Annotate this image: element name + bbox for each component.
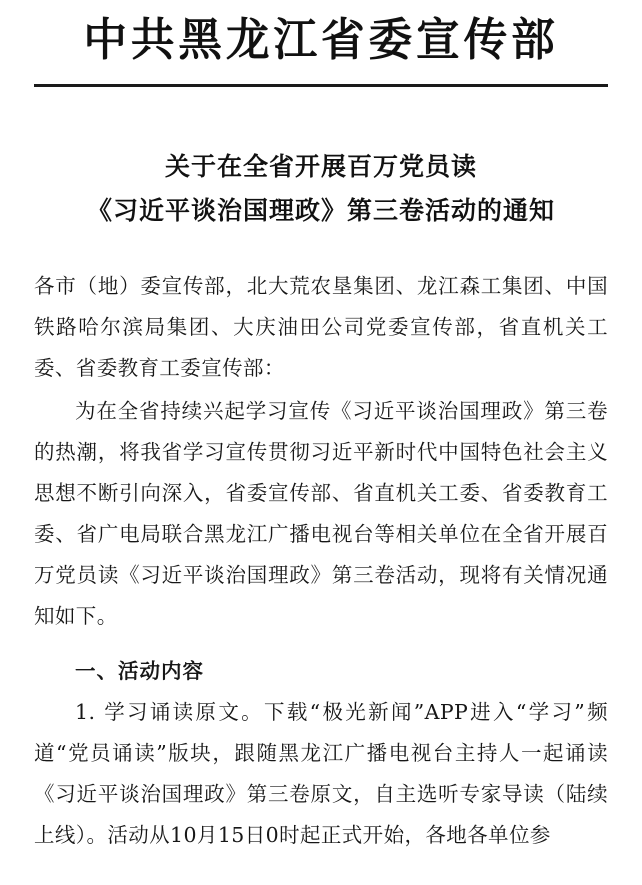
document-title-line-1: 关于在全省开展百万党员读 [164,151,477,181]
document-title [34,145,608,233]
section-1-item-1: 1. 学习诵读原文。下载“极光新闻”APP进入“学习”频道“党员诵读”版块，跟随黑龙江广播电视台主持人一起诵读《习近平谈治国理政》第三卷原文，自主选听专家导读（陆续上线）。活动从10月15日0时起正式开始，各地各单位参 [34,700,608,848]
document-body [34,266,608,856]
addressee-paragraph: 各市（地）委宣传部，北大荒农垦集团、龙江森工集团、中国铁路哈尔滨局集团、大庆油田公司党委宣传部，省直机关工委、省委教育工委宣传部： [34,274,608,381]
intro-paragraph: 为在全省持续兴起学习宣传《习近平谈治国理政》第三卷的热潮，将我省学习宣传贯彻习近平新时代中国特色社会主义思想不断引向深入，省委宣传部、省直机关工委、省委教育工委、省广电局联合黑龙江广播电视台等相关单位在全省开展百万党员读《习近平谈治国理政》第三卷活动，现将有关情况通知如下。 [34,399,608,629]
letterhead [34,0,608,87]
letterhead-organization: 中共黑龙江省委宣传部 [83,13,559,66]
letterhead-divider [34,84,608,87]
document-title-line-2: 《习近平谈治国理政》第三卷活动的通知 [86,195,555,225]
section-heading-activity-content: 一、活动内容 [75,659,204,684]
